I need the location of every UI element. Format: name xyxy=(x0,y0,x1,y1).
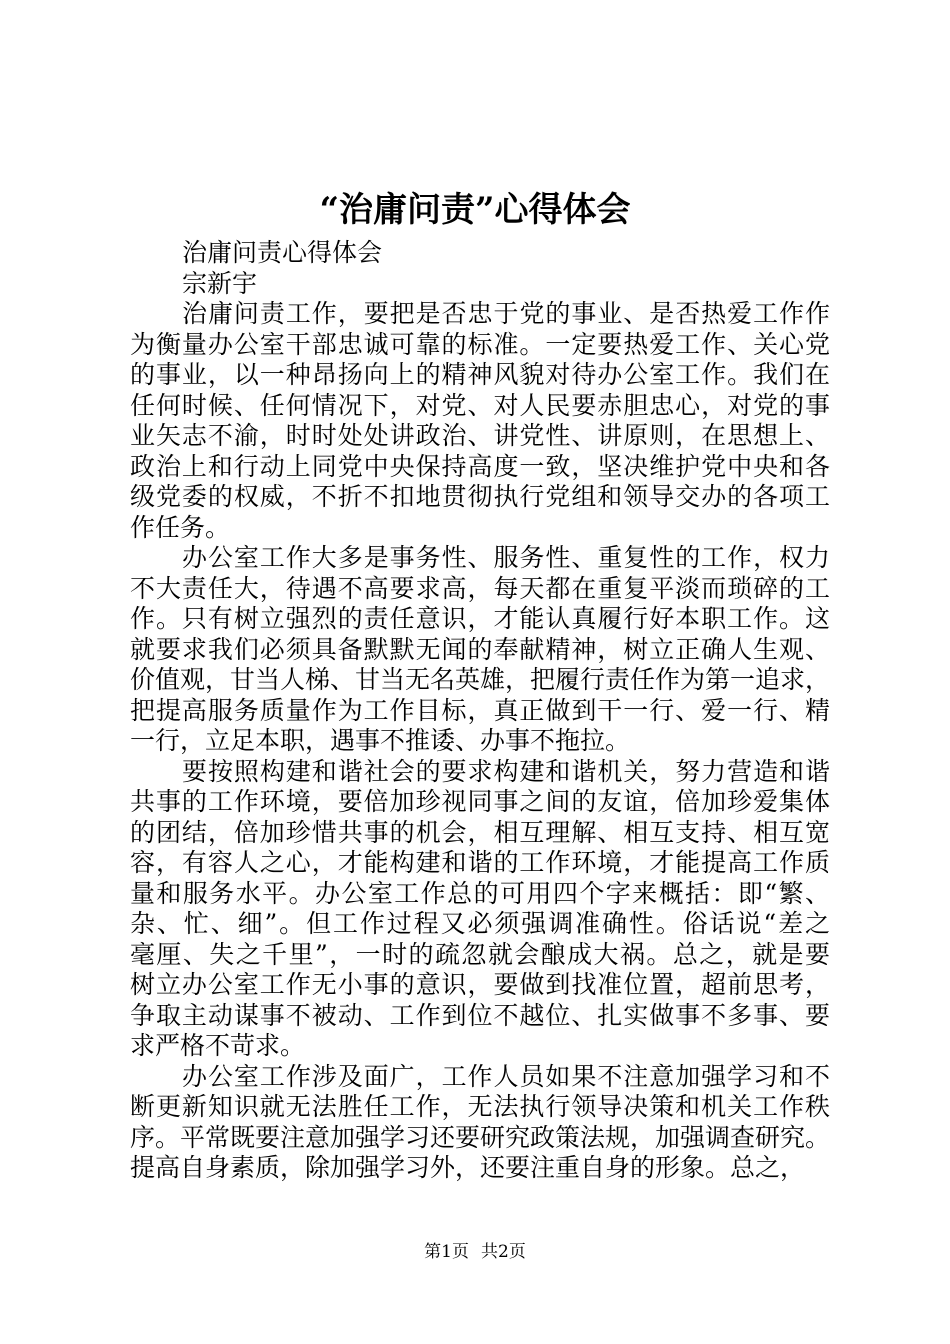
document-author: 宗新宇 xyxy=(182,268,258,298)
paragraph-4-line: 提高自身素质，除加强学习外，还要注重自身的形象。总之， xyxy=(130,1153,806,1182)
paragraph-1-line: 作任务。 xyxy=(130,512,231,542)
paragraph-3-line: 杂、忙、细”。但工作过程又必须强调准确性。俗话说“差之 xyxy=(130,909,830,938)
paragraph-3-line: 共事的工作环境，要倍加珍视同事之间的友谊，倍加珍爱集体 xyxy=(130,787,830,816)
paragraph-4-line: 断更新知识就无法胜任工作，无法执行领导决策和机关工作秩 xyxy=(130,1092,830,1121)
document-body xyxy=(130,238,830,1184)
document-subtitle: 治庸问责心得体会 xyxy=(182,238,383,267)
paragraph-4-line: 序。平常既要注意加强学习还要研究政策法规，加强调查研究。 xyxy=(130,1122,830,1152)
paragraph-2-line: 就要求我们必须具备默默无闻的奉献精神，树立正确人生观、 xyxy=(130,634,830,664)
paragraph-3-line: 求严格不苛求。 xyxy=(130,1031,306,1060)
paragraph-2-line: 作。只有树立强烈的责任意识，才能认真履行好本职工作。这 xyxy=(130,604,830,633)
paragraph-3-line: 毫厘、失之千里”，一时的疏忽就会酿成大祸。总之，就是要 xyxy=(130,939,830,969)
page-footer xyxy=(0,1240,950,1264)
page-number-current: 第1页 xyxy=(424,1242,469,1262)
paragraph-2-line: 把提高服务质量作为工作目标，真正做到干一行、爱一行、精 xyxy=(130,695,830,725)
paragraph-3-line: 树立办公室工作无小事的意识，要做到找准位置，超前思考， xyxy=(130,970,830,999)
paragraph-1-line: 业矢志不渝，时时处处讲政治、讲党性、讲原则，在思想上、 xyxy=(130,421,830,450)
paragraph-1-line: 治庸问责工作，要把是否忠于党的事业、是否热爱工作作 xyxy=(182,299,830,328)
paragraph-2-line: 价值观，甘当人梯、甘当无名英雄，把履行责任作为第一追求， xyxy=(130,665,830,694)
paragraph-2-line: 不大责任大，待遇不高要求高，每天都在重复平淡而琐碎的工 xyxy=(130,573,830,603)
paragraph-1-line: 任何时候、任何情况下，对党、对人民要赤胆忠心，对党的事 xyxy=(130,390,830,420)
paragraph-3-line: 的团结，倍加珍惜共事的机会，相互理解、相互支持、相互宽 xyxy=(130,817,830,847)
paragraph-3-line: 要按照构建和谐社会的要求构建和谐机关，努力营造和谐 xyxy=(182,756,830,786)
page-number-total: 共2页 xyxy=(481,1242,526,1262)
paragraph-1-line: 级党委的权威，不折不扣地贯彻执行党组和领导交办的各项工 xyxy=(130,482,830,511)
paragraph-1-line: 的事业，以一种昂扬向上的精神风貌对待办公室工作。我们在 xyxy=(130,360,830,389)
paragraph-3-line: 量和服务水平。办公室工作总的可用四个字来概括：即“繁、 xyxy=(130,878,830,908)
paragraph-1-line: 为衡量办公室干部忠诚可靠的标准。一定要热爱工作、关心党 xyxy=(130,329,830,359)
paragraph-3-line: 争取主动谋事不被动、工作到位不越位、扎实做事不多事、要 xyxy=(130,1000,830,1030)
paragraph-2-line: 一行，立足本职，遇事不推诿、办事不拖拉。 xyxy=(130,726,631,755)
document-title: “治庸问责”心得体会 xyxy=(319,190,631,230)
paragraph-4-line: 办公室工作涉及面广，工作人员如果不注意加强学习和不 xyxy=(182,1061,830,1091)
paragraph-1-line: 政治上和行动上同党中央保持高度一致，坚决维护党中央和各 xyxy=(130,451,830,481)
paragraph-2-line: 办公室工作大多是事务性、服务性、重复性的工作，权力 xyxy=(182,543,830,572)
paragraph-3-line: 容，有容人之心，才能构建和谐的工作环境，才能提高工作质 xyxy=(130,848,830,877)
